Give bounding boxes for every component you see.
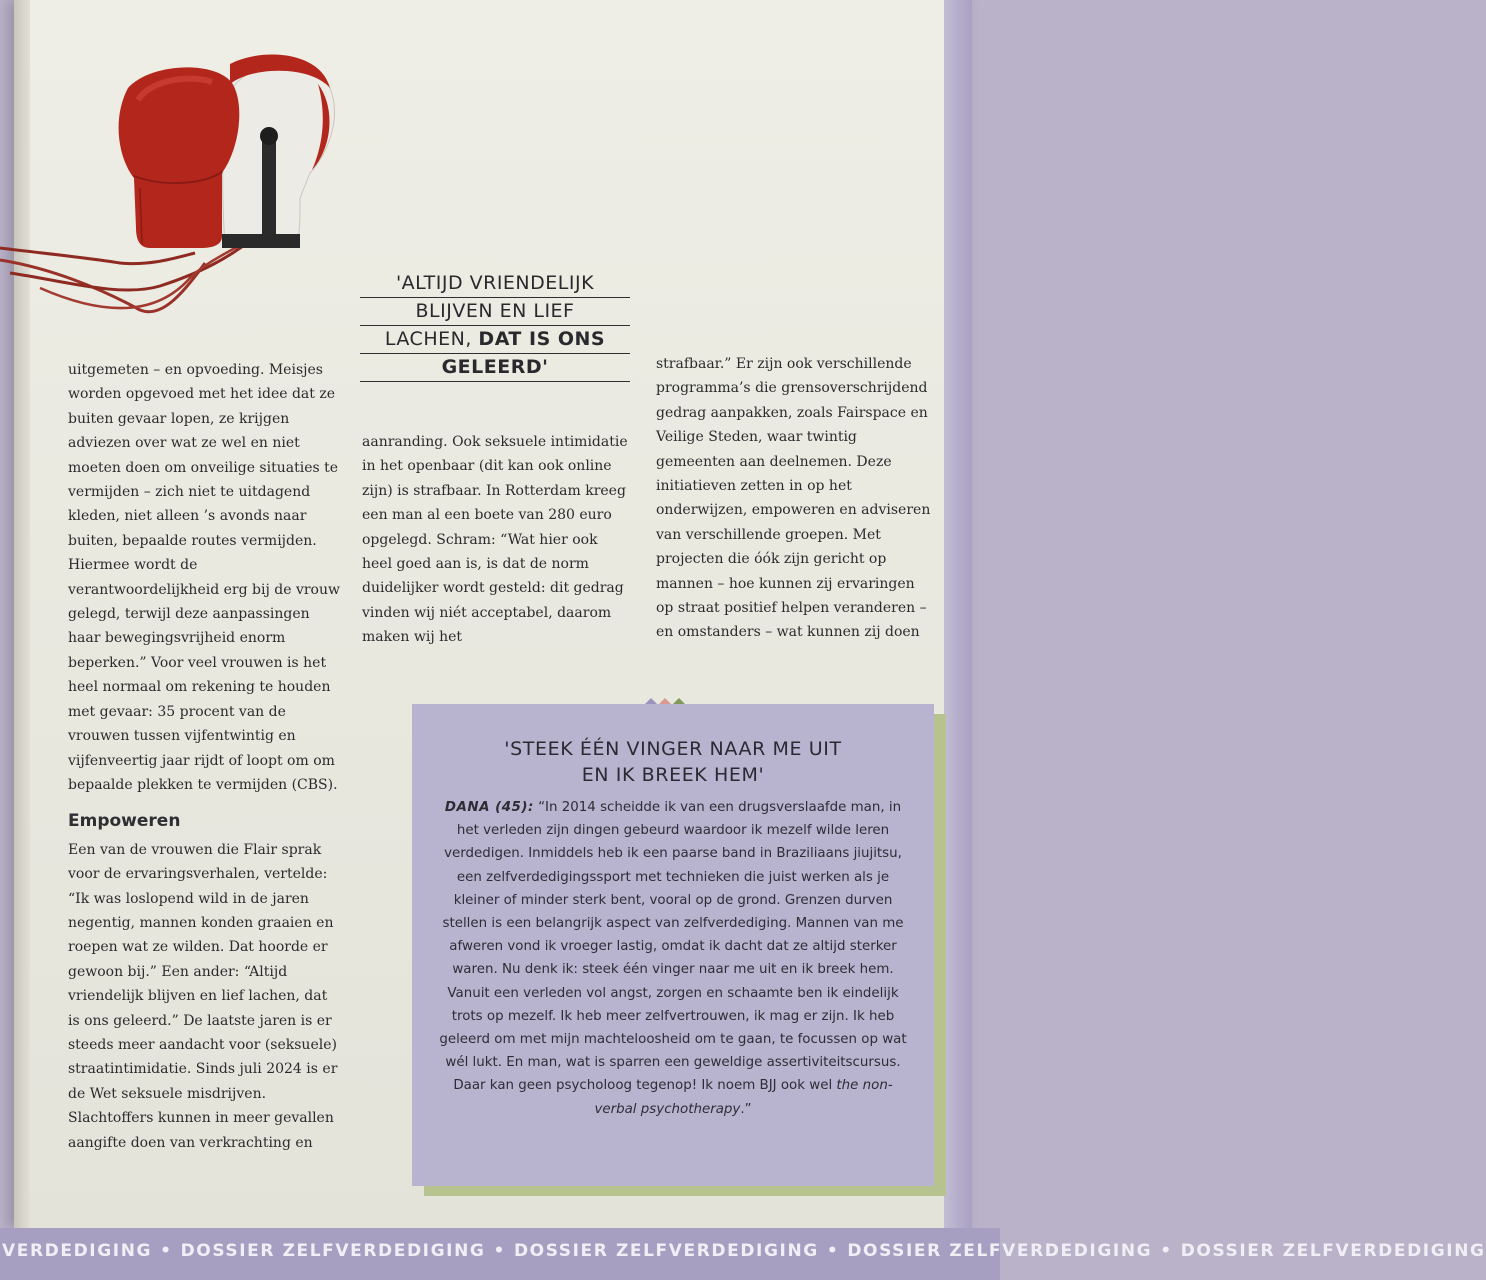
footer-separator: •: [160, 1241, 173, 1261]
footer-segment: VERDEDIGING: [2, 1241, 153, 1261]
section-heading: Empoweren: [68, 811, 181, 832]
footer-separator: •: [493, 1241, 506, 1261]
boxing-gloves-icon: [0, 48, 350, 338]
page-edge-purple: [944, 0, 972, 1228]
quote-text: “In 2014 scheidde ik van een drugsverslaafde man, in het verleden zijn dingen gebeurd waardoor ik mezelf wilde leren verdedigen. Inmiddels heb ik een paarse band in Braziliaans jiujitsu, een zelfverdedigingssport met technieken die juist werken als je kleiner of minder sterk bent, vooral op de grond. Grenzen durven stellen is een belangrijk aspect van zelfverdediging. Mannen van me afweren vond ik vroeger lastig, omdat ik dacht dat ze altijd sterker waren. Nu denk ik: steek één vinger naar me uit en ik breek hem. Vanuit een verleden vol angst, zorgen en schaamte ben ik eindelijk trots op mezelf. Ik heb meer zelfvertrouwen, ik mag er zijn. Ik heb geleerd om met mijn machteloosheid om te gaan, te focussen op wat wél lukt. En man, wat is sparren een geweldige assertiviteitscursus. Daar kan geen psycholoog tegenop! Ik noem BJJ ook wel: [439, 800, 907, 1094]
footer-running-title: [2, 1241, 1486, 1261]
pull-quote-bold: GELEERD': [441, 356, 549, 378]
footer-separator: •: [826, 1241, 840, 1261]
footer-segment: DOSSIER ZELFVERDEDIGING: [847, 1241, 1153, 1261]
quote-end: .”: [740, 1101, 752, 1117]
footer-segment: DOSSIER ZELFVERDEDIGING: [1180, 1241, 1486, 1261]
footer-band: [0, 1228, 1486, 1280]
pull-quote-line: [360, 354, 630, 382]
paragraph: aanranding. Ook seksuele intimidatie in het openbaar (dit kan ook online zijn) is strafbaar. In Rotterdam kreeg een man al een boete van 280 euro opgelegd. Schram: “Wat hier ook heel goed aan is, is dat de norm duidelijker wordt gesteld: dit gedrag vinden wij niét acceptabel, daarom maken wij het: [362, 434, 628, 646]
paragraph: strafbaar.” Er zijn ook verschillende programma’s die grensoverschrijdend gedrag aanpakken, zoals Fairspace en Veilige Steden, waar twintig gemeenten aan deelnemen. Deze initiatieven zetten in op het onderwijzen, empoweren en adviseren van verschillende groepen. Met projecten die óók zijn gericht op mannen – hoe kunnen zij ervaringen op straat positief helpen veranderen – en omstanders – wat kunnen zij doen: [656, 356, 931, 641]
quote-box-title-line: 'STEEK ÉÉN VINGER NAAR ME UIT: [504, 738, 842, 760]
quote-box-title-line: EN IK BREEK HEM': [581, 764, 765, 786]
article-column-1: [68, 358, 342, 1155]
quote-box-body: [438, 796, 908, 1121]
pull-quote-bold: DAT IS ONS: [478, 328, 606, 350]
paragraph: Een van de vrouwen die Flair sprak voor de ervaringsverhalen, vertelde: “Ik was loslopend wild in de jaren negentig, mannen konden graaien en roepen wat ze wilden. Dat hoorde er gewoon bij.” Een ander: “Altijd vriendelijk blijven en lief lachen, dat is ons geleerd.” De laatste jaren is er steeds meer aandacht voor (seksuele) straatintimidatie. Sinds juli 2024 is er de Wet seksuele misdrijven. Slachtoffers kunnen in meer gevallen aangifte doen van verkrachting en: [68, 841, 338, 1151]
pull-quote-line: [360, 326, 630, 354]
footer-segment: DOSSIER ZELFVERDEDIGING: [513, 1241, 819, 1261]
speaker-name: DANA (45):: [444, 800, 534, 815]
article-column-3: [656, 352, 932, 645]
quote-box: [412, 704, 934, 1186]
footer-segment: DOSSIER ZELFVERDEDIGING: [180, 1241, 486, 1261]
pull-quote-plain: LACHEN,: [384, 328, 479, 350]
quote-box-title: [432, 736, 914, 788]
footer-separator: •: [1160, 1241, 1173, 1261]
quote-italic: the non-verbal psychotherapy: [594, 1078, 893, 1117]
article-column-2: [362, 430, 632, 650]
pull-quote-line: BLIJVEN EN LIEF: [360, 298, 630, 326]
pull-quote-line: 'ALTIJD VRIENDELIJK: [360, 270, 630, 298]
pull-quote: [360, 270, 630, 382]
paragraph: uitgemeten – en opvoeding. Meisjes worden opgevoed met het idee dat ze buiten gevaar lopen, ze krijgen adviezen over wat ze wel en niet moeten doen om onveilige situaties te vermijden – zich niet te uitdagend kleden, niet alleen ’s avonds naar buiten, bepaalde routes vermijden. Hiermee wordt de verantwoordelijkheid erg bij de vrouw gelegd, terwijl deze aanpassingen haar bewegingsvrijheid enorm beperken.” Voor veel vrouwen is het heel normaal om rekening te houden met gevaar: 35 procent van de vrouwen tussen vijfentwintig en vijfenveertig jaar rijdt of loopt om om bepaalde plekken te vermijden (CBS).: [68, 362, 340, 793]
